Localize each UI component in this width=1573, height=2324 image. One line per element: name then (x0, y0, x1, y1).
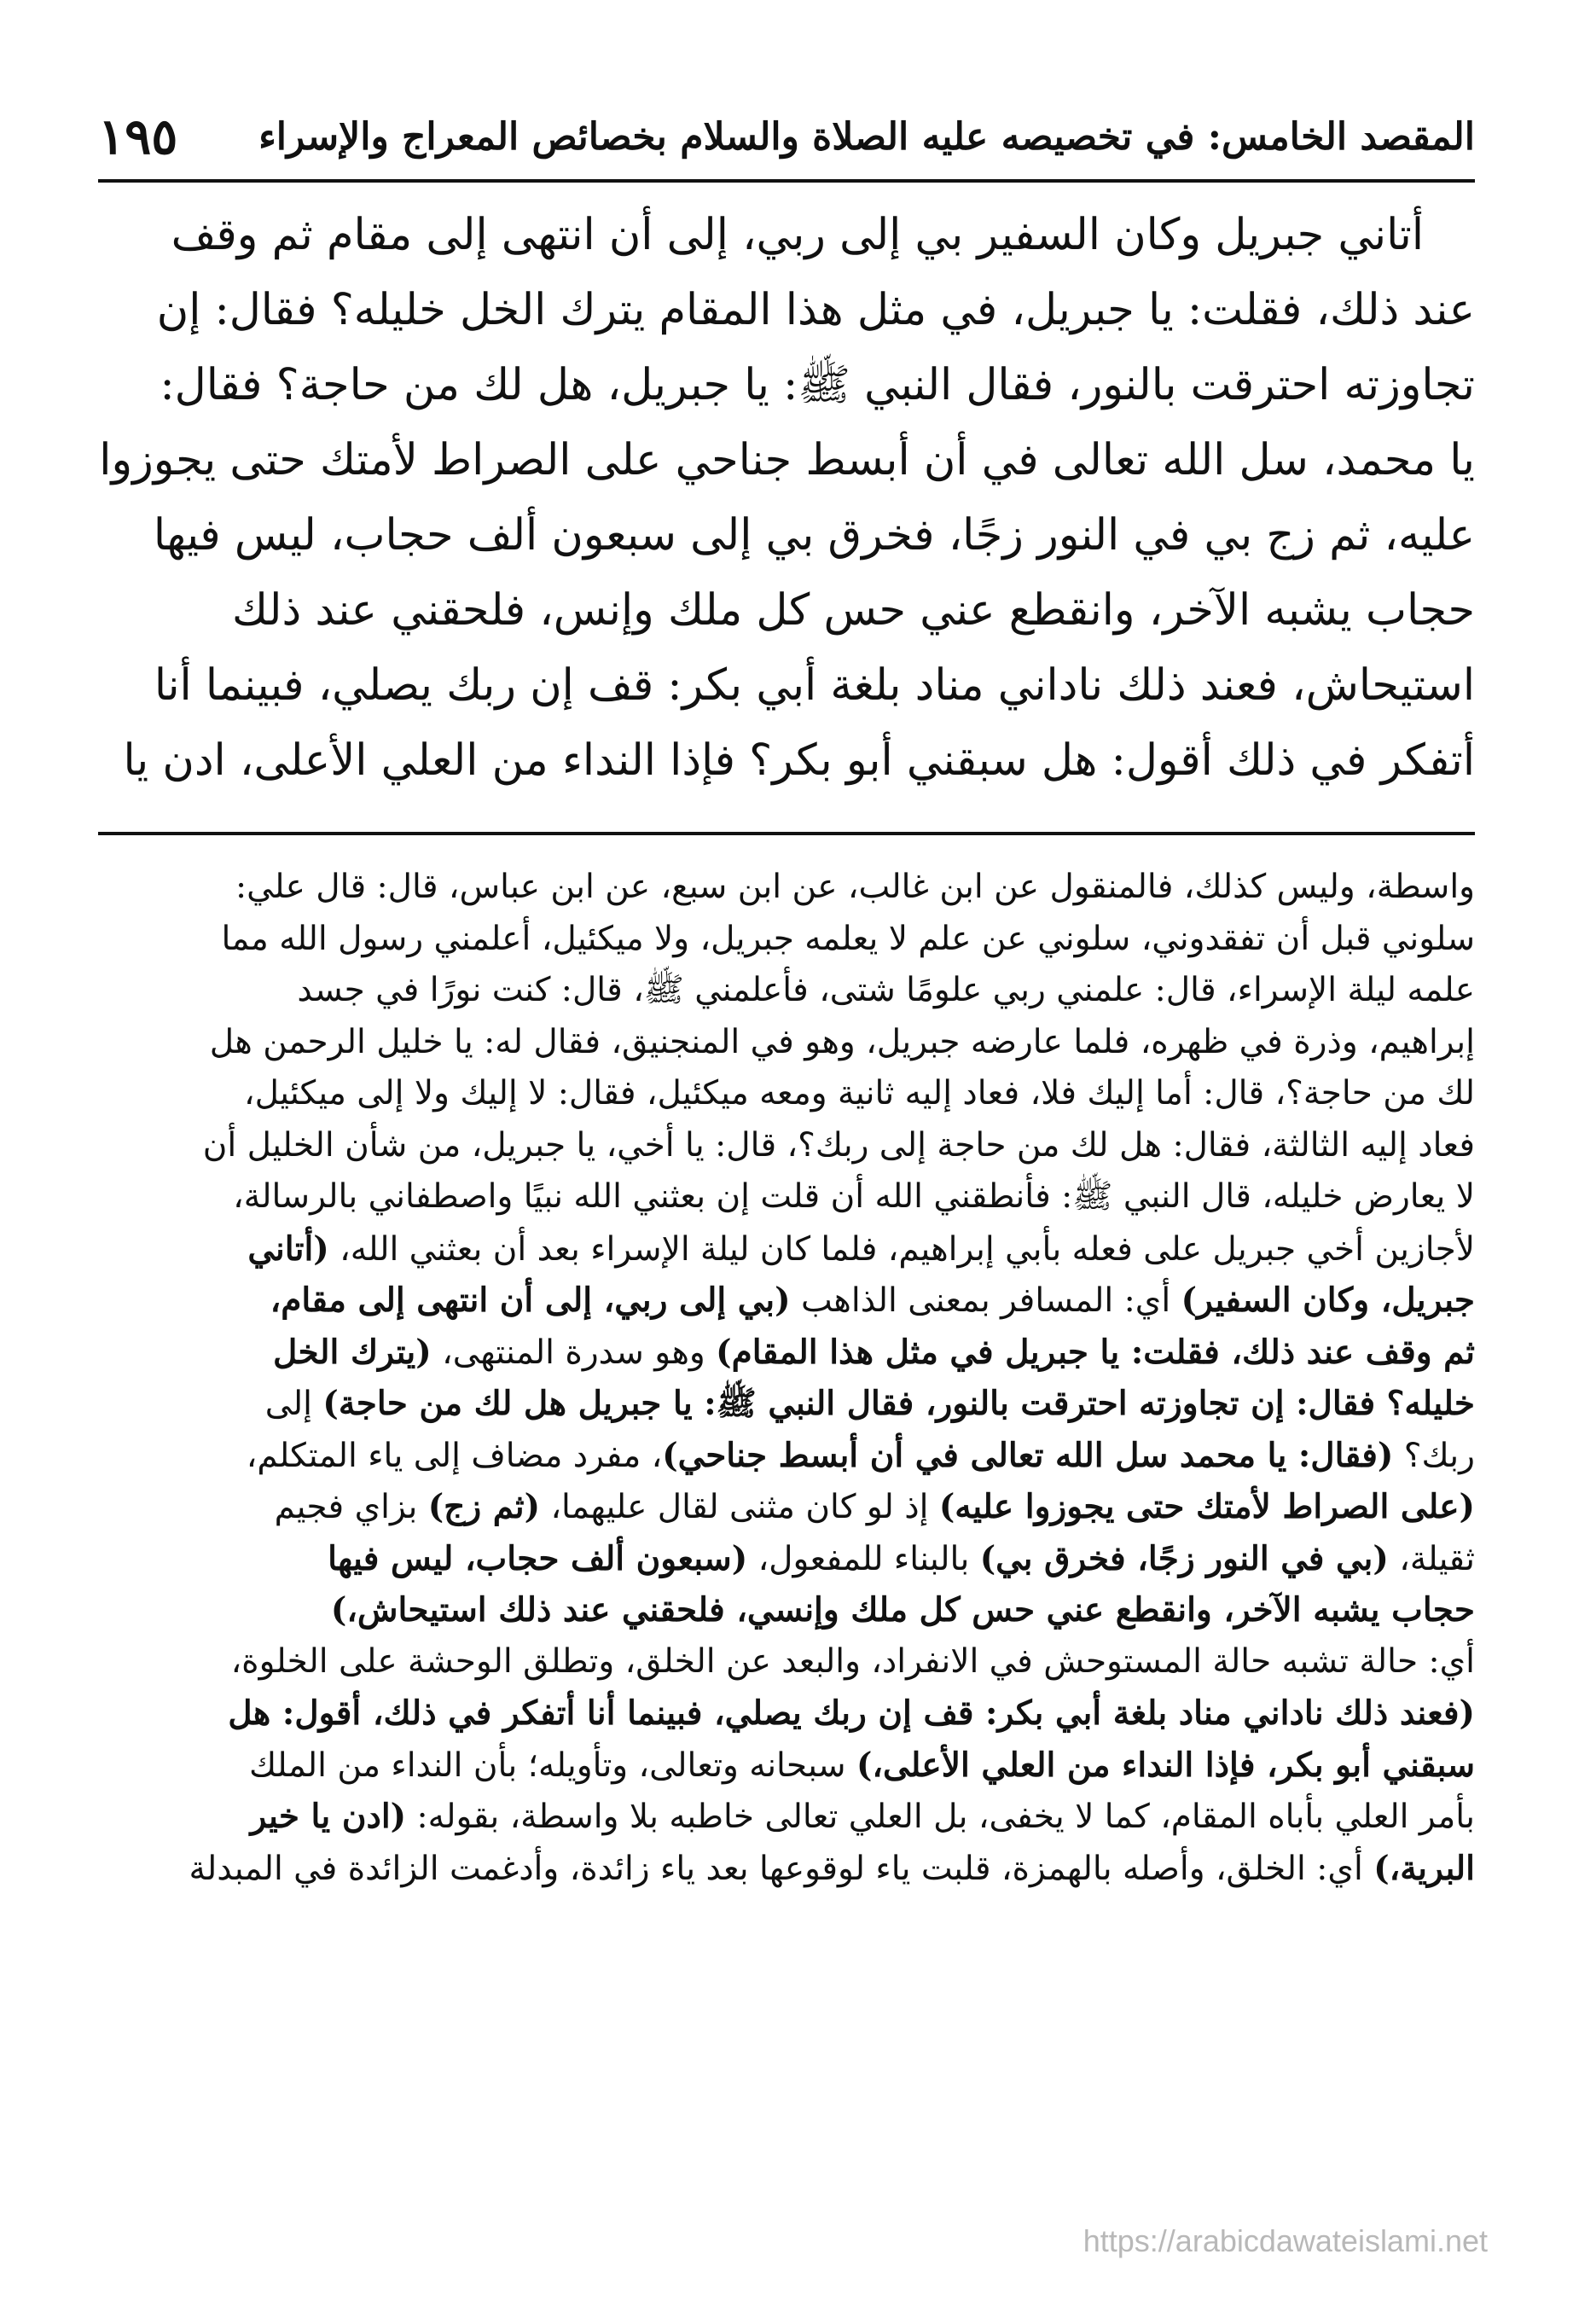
page-number: ١٩٥ (98, 107, 178, 166)
commentary-line (98, 1430, 1475, 1482)
commentary-line (98, 1017, 1475, 1069)
commentary-line (98, 862, 1475, 914)
commentary-text: واسطة، وليس كذلك، فالمنقول عن ابن غالب، عن ابن سبع، عن ابن عباس، قال: قال علي: (235, 868, 1475, 906)
commentary-quoted-text: (يترك الخل (272, 1332, 432, 1372)
commentary-quoted-text: (أتاني (247, 1229, 329, 1269)
commentary-quoted-text: ثم وقف عند ذلك، فقلت: يا جبريل في مثل هذا المقام) (716, 1332, 1475, 1372)
commentary-text: لا يعارض خليله، قال النبي ﷺ: فأنطقني الله أن قلت إن بعثني الله نبيًا واصطفاني بالرسالة، (233, 1177, 1475, 1216)
commentary-quoted-text: (فقال: يا محمد سل الله تعالى في أن أبسط جناحي) (662, 1435, 1394, 1475)
main-text-line: أتاني جبريل وكان السفير بي إلى ربي، إلى أن انتهى إلى مقام ثم وقف (171, 210, 1424, 260)
commentary-quoted-text: حجاب يشبه الآخر، وانقطع عني حس كل ملك وإنسي، فلحقني عند ذلك استيحاش،) (330, 1590, 1475, 1630)
commentary-line (98, 1533, 1475, 1585)
main-text-line: حجاب يشبه الآخر، وانقطع عني حس كل ملك وإنس، فلحقني عند ذلك (231, 585, 1475, 636)
commentary-quoted-text: سبقني أبو بكر، فإذا النداء من العلي الأعلى،) (856, 1745, 1475, 1785)
commentary-text: بزاي فجيم (274, 1488, 428, 1526)
footnote-rule (98, 832, 1475, 835)
main-text-line: تجاوزته احترقت بالنور، فقال النبي ﷺ: يا جبريل، هل لك من حاجة؟ فقال: (160, 360, 1475, 410)
commentary-text: فعاد إليه الثالثة، فقال: هل لك من حاجة إلى ربك؟، قال: يا أخي، يا جبريل، من شأن الخليل أن (202, 1125, 1475, 1165)
commentary-text: إذ لو كان مثنى لقال عليهما، (540, 1488, 939, 1526)
main-text (98, 198, 1475, 804)
header-title: المقصد الخامس: في تخصيصه عليه الصلاة والسلام بخصائص المعراج والإسراء (258, 114, 1475, 159)
commentary-line (98, 1740, 1475, 1792)
main-text-line: يا محمد، سل الله تعالى في أن أبسط جناحي على الصراط لأمتك حتى يجوزوا (99, 435, 1475, 485)
commentary-quoted-text: خليله؟ فقال: إن تجاوزته احترقت بالنور، فقال النبي ﷺ: يا جبريل هل لك من حاجة) (322, 1384, 1475, 1423)
commentary-text: لأجازين أخي جبريل على فعله بأبي إبراهيم، فلما كان ليلة الإسراء بعد أن بعثني الله، (328, 1229, 1475, 1269)
commentary-quoted-text: (على الصراط لأمتك حتى يجوزوا عليه) (938, 1487, 1475, 1526)
commentary-text: سبحانه وتعالى، وتأويله؛ بأن النداء من الملك (248, 1746, 856, 1785)
commentary-text: إلى (264, 1385, 323, 1423)
commentary-text: أي: الخلق، وأصله بالهمزة، قلبت ياء لوقوعها بعد ياء زائدة، وأدغمت الزائدة في المبدلة (189, 1849, 1374, 1888)
main-text-line: عند ذلك، فقلت: يا جبريل، في مثل هذا المقام يترك الخل خليله؟ فقال: إن (156, 285, 1475, 335)
commentary-text: إبراهيم، وذرة في ظهره، فلما عارضه جبريل، وهو في المنجنيق، فقال له: يا خليل الرحمن هل (209, 1022, 1475, 1061)
running-header (98, 101, 1475, 172)
commentary-line (98, 1688, 1475, 1740)
commentary-line (98, 1068, 1475, 1120)
commentary-quoted-text: (ادن يا خير (250, 1797, 407, 1836)
commentary-text: ربك؟ (1393, 1436, 1475, 1475)
commentary-line (98, 1327, 1475, 1379)
commentary-text: وهو سدرة المنتهى، (431, 1333, 717, 1372)
commentary-text: بالبناء للمفعول، (747, 1539, 980, 1578)
commentary-text: أي: حالة تشبه حالة المستوحش في الانفراد، والبعد عن الخلق، وتطلق الوحشة على الخلوة، (230, 1641, 1475, 1681)
main-text-line: استيحاش، فعند ذلك ناداني مناد بلغة أبي بكر: قف إن ربك يصلي، فبينما أنا (154, 660, 1475, 711)
commentary-text: أي: المسافر بمعنى الذاهب (790, 1281, 1181, 1320)
watermark-url: https://arabicdawateislami.net (1083, 2223, 1488, 2258)
commentary-text: سلوني قبل أن تفقدوني، سلوني عن علم لا يعلمه جبريل، ولا ميكئيل، أعلمني رسول الله مما (221, 919, 1475, 958)
commentary-line (98, 1378, 1475, 1430)
commentary-line (98, 1481, 1475, 1533)
commentary-line (98, 1120, 1475, 1172)
commentary-line (98, 1223, 1475, 1275)
commentary-text: بأمر العلي بأباه المقام، كما لا يخفى، بل العلي تعالى خاطبه بلا واسطة، بقوله: (406, 1798, 1475, 1836)
commentary-line (98, 1636, 1475, 1688)
commentary-text: لك من حاجة؟، قال: أما إليك فلا، فعاد إليه ثانية ومعه ميكئيل، فقال: لا إليك ولا إلى ميكئيل، (244, 1074, 1475, 1113)
commentary-line (98, 1171, 1475, 1223)
commentary-block (98, 862, 1475, 2193)
commentary-quoted-text: البرية،) (1373, 1848, 1475, 1888)
commentary-quoted-text: (ثم زج) (427, 1487, 541, 1526)
commentary-text: علمه ليلة الإسراء، قال: علمني ربي علومًا شتى، فأعلمني ﷺ، قال: كنت نورًا في جسد (297, 971, 1475, 1009)
header-rule (98, 179, 1475, 183)
commentary-line (98, 1843, 1475, 1895)
commentary-line (98, 965, 1475, 1017)
commentary-line (98, 1791, 1475, 1843)
commentary-quoted-text: (بي في النور زجًا، فخرق بي) (979, 1538, 1389, 1578)
commentary-quoted-text: (بي إلى ربي، إلى أن انتهى إلى مقام، (270, 1281, 791, 1320)
commentary-quoted-text: (فعند ذلك ناداني مناد بلغة أبي بكر: قف إن ربك يصلي، فبينما أنا أتفكر في ذلك، أقول: هل (228, 1694, 1475, 1733)
commentary-line (98, 1275, 1475, 1327)
commentary-line (98, 914, 1475, 966)
commentary-quoted-text: جبريل، وكان السفير) (1181, 1281, 1475, 1320)
commentary-line (98, 1584, 1475, 1636)
main-text-line: عليه، ثم زج بي في النور زجًا، فخرق بي إلى سبعون ألف حجاب، ليس فيها (153, 510, 1475, 561)
main-text-line: أتفكر في ذلك أقول: هل سبقني أبو بكر؟ فإذا النداء من العلي الأعلى، ادن يا (123, 735, 1475, 786)
commentary-text: ثقيلة، (1388, 1539, 1475, 1578)
commentary-quoted-text: (سبعون ألف حجاب، ليس فيها (328, 1538, 748, 1578)
commentary-text: ، مفرد مضاف إلى ياء المتكلم، (246, 1436, 663, 1475)
